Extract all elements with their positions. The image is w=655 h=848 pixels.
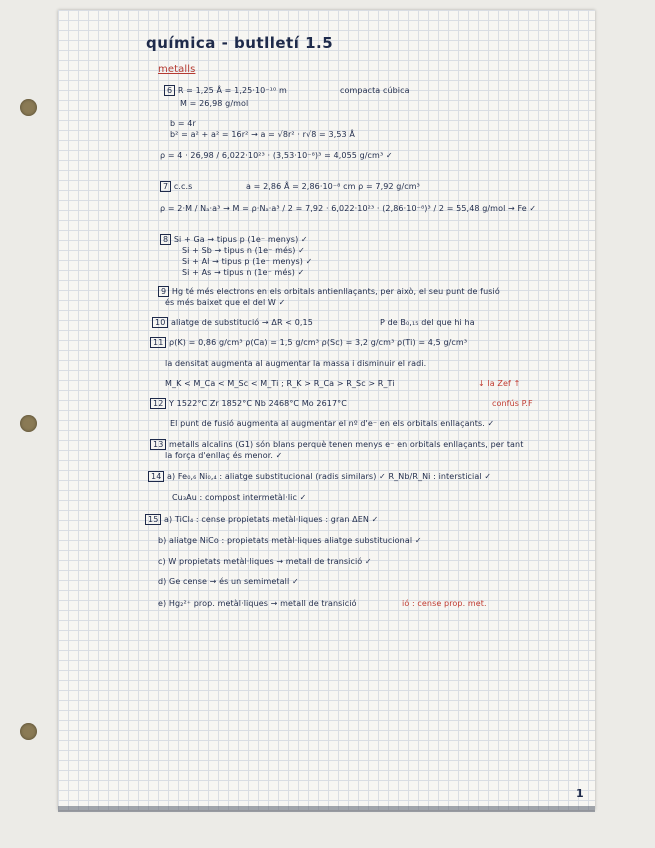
problem-row (160, 182, 192, 191)
problem-row (150, 440, 523, 449)
problem-row (150, 399, 347, 408)
problem-note: ió : cense prop. met. (402, 599, 487, 608)
binder-hole-middle (20, 415, 37, 432)
problem-row (145, 515, 378, 524)
problem-text: M = 26,98 g/mol (180, 99, 249, 108)
problem-row (158, 287, 500, 296)
problem-number: 7 (160, 181, 171, 192)
problem-text: la densitat augmenta al augmentar la massa i disminuir el radi. (165, 359, 427, 368)
problem-text: Cu₃Au : compost intermetàl·lic ✓ (172, 493, 307, 502)
problem-text: ρ(K) = 0,86 g/cm³ ρ(Ca) = 1,5 g/cm³ ρ(Sc) = 3,2 g/cm³ ρ(Ti) = 4,5 g/cm³ (169, 338, 468, 347)
problem-text: b) aliatge NiCo : propietats metàl·liques aliatge substitucional ✓ (158, 536, 422, 545)
problem-row (152, 318, 313, 327)
problem-number: 13 (150, 439, 166, 450)
problem-note: P de B₀,₁₅ del que hi ha (380, 318, 475, 327)
problem-text: R = 1,25 Å = 1,25·10⁻¹⁰ m (177, 86, 287, 95)
problem-number: 9 (158, 286, 169, 297)
problem-text: ρ = 4 · 26,98 / 6,022·10²³ · (3,53·10⁻⁸)³ = 4,055 g/cm³ ✓ (160, 151, 393, 160)
problem-row (160, 235, 308, 244)
problem-row (164, 86, 287, 95)
binder-hole-bottom (20, 723, 37, 740)
problem-text: c) W propietats metàl·liques → metall de transició ✓ (158, 557, 372, 566)
problem-text: c.c.s (173, 182, 193, 191)
page-bottom-edge (58, 806, 595, 812)
page-number: 1 (576, 787, 584, 800)
problem-text: Si + Ga → tipus p (1e⁻ menys) ✓ (173, 235, 308, 244)
section-heading: metalls (158, 64, 196, 75)
problem-text: a) Fe₀,₆ Ni₀,₄ : aliatge substitucional (radis similars) ✓ R_Nb/R_Ni : intersticial ✓ (167, 472, 492, 481)
problem-text: metalls alcalins (G1) són blans perquè tenen menys e⁻ en orbitals enllaçants, per tant (169, 440, 524, 449)
problem-text: e) Hg₂²⁺ prop. metàl·liques → metall de transició (158, 599, 357, 608)
problem-text: Y 1522°C Zr 1852°C Nb 2468°C Mo 2617°C (169, 399, 347, 408)
problem-text: és més baixet que el del W ✓ (165, 298, 286, 307)
problem-note: a = 2,86 Å = 2,86·10⁻⁸ cm ρ = 7,92 g/cm³ (246, 182, 420, 191)
problem-text: b² = a² + a² = 16r² → a = √8r² · r√8 = 3,53 Å (170, 130, 355, 139)
problem-text: a) TiCl₄ : cense propietats metàl·liques : gran ΔEN ✓ (164, 515, 379, 524)
problem-note: confús P.F (492, 399, 533, 408)
problem-row (148, 472, 491, 481)
problem-number: 15 (145, 514, 161, 525)
problem-number: 11 (150, 337, 166, 348)
binder-hole-top (20, 99, 37, 116)
problem-number: 12 (150, 398, 166, 409)
problem-text: d) Ge cense → és un semimetall ✓ (158, 577, 299, 586)
problem-text: El punt de fusió augmenta al augmentar el nº d'e⁻ en els orbitals enllaçants. ✓ (170, 419, 495, 428)
problem-text: aliatge de substitució → ΔR < 0,15 (171, 318, 313, 327)
problem-text: Si + As → tipus n (1e⁻ més) ✓ (182, 268, 305, 277)
problem-text: ρ = 2·M / Nₐ·a³ → M = ρ·Nₐ·a³ / 2 = 7,92 · 6,022·10²³ · (2,86·10⁻⁸)³ / 2 = 55,48 g/mol → Fe ✓ (160, 204, 537, 213)
problem-note: ↓ la Zef ↑ (478, 379, 521, 388)
problem-text: Si + Al → tipus p (1e⁻ menys) ✓ (182, 257, 313, 266)
problem-number: 14 (148, 471, 164, 482)
problem-number: 8 (160, 234, 171, 245)
problem-text: b = 4r (170, 119, 196, 128)
page-title: química - butlletí 1.5 (146, 34, 334, 52)
problem-note: compacta cúbica (340, 86, 410, 95)
problem-text: la força d'enllaç és menor. ✓ (165, 451, 283, 460)
problem-number: 6 (164, 85, 175, 96)
problem-row (150, 338, 467, 347)
problem-text: Hg té més electrons en els orbitals antienllaçants, per això, el seu punt de fusió (171, 287, 500, 296)
problem-text: Si + Sb → tipus n (1e⁻ més) ✓ (182, 246, 305, 255)
problem-number: 10 (152, 317, 168, 328)
problem-text: M_K < M_Ca < M_Sc < M_Ti ; R_K > R_Ca > R_Sc > R_Ti (165, 379, 395, 388)
